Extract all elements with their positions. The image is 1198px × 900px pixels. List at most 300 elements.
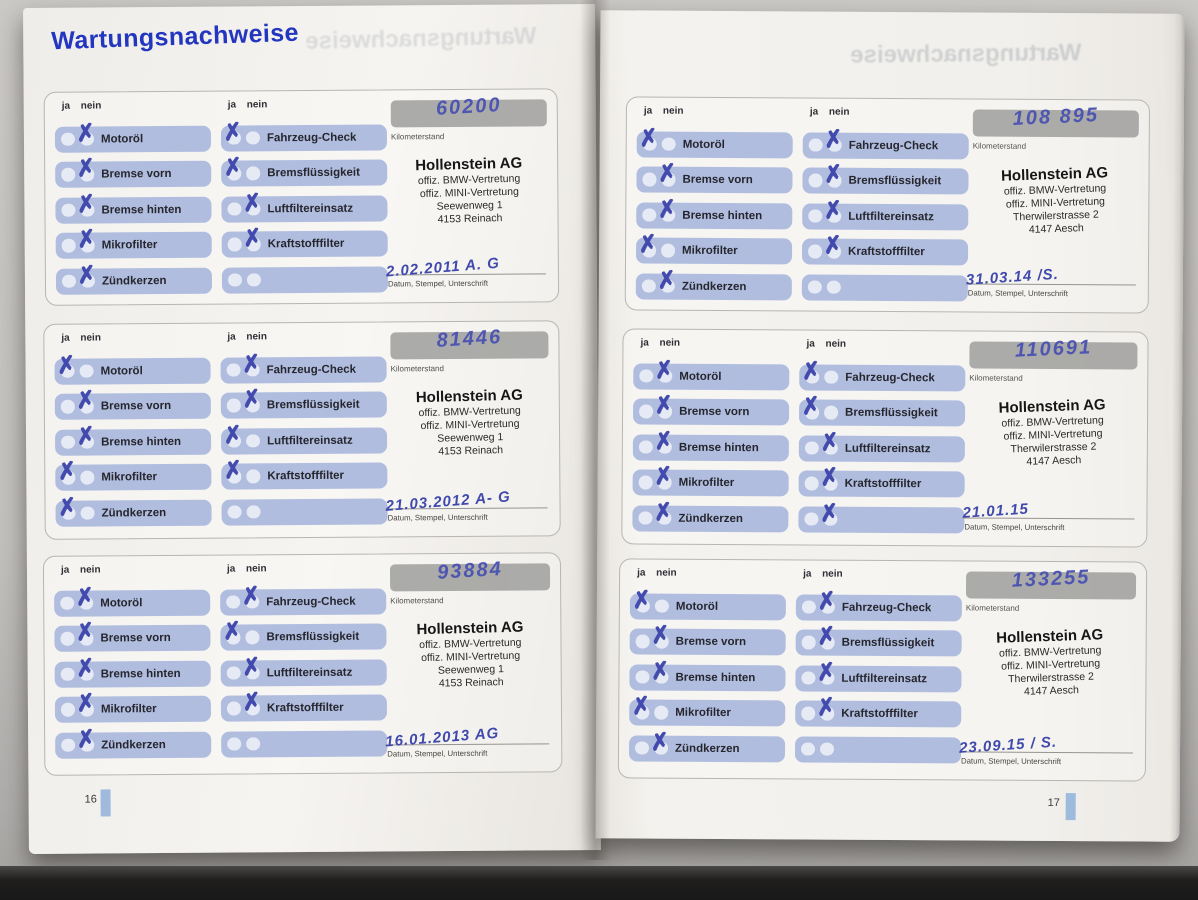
stamp-line: Hollenstein AG — [416, 618, 524, 639]
ja-nein-header — [637, 105, 793, 122]
stamp-line: Hollenstein AG — [998, 396, 1106, 417]
header-nein: nein — [662, 105, 684, 117]
ghost-showthrough-title: Wartungsnachweise — [304, 22, 537, 56]
signature-line[interactable] — [384, 719, 549, 751]
header-ja: ja — [227, 99, 237, 111]
handwritten-check-mark: ✗ — [55, 456, 79, 485]
signature-line[interactable] — [965, 259, 1136, 289]
checkbox-ja[interactable] — [61, 703, 75, 717]
checklist-left-column — [54, 332, 211, 529]
checkbox-ja[interactable] — [638, 511, 652, 525]
dealer-stamp — [964, 625, 1136, 700]
handwritten-check-mark: ✗ — [221, 455, 245, 484]
handwritten-check-mark: ✗ — [240, 187, 264, 217]
checkbox-nein[interactable] — [246, 434, 260, 448]
handwritten-check-mark: ✗ — [241, 223, 264, 252]
checkbox-nein[interactable] — [655, 599, 669, 613]
handwritten-check-mark: ✗ — [221, 116, 244, 146]
checkbox-ja[interactable] — [642, 208, 656, 222]
checklist-right-column — [798, 338, 965, 535]
checkbox-label: Bremsflüssigkeit — [266, 630, 360, 644]
checkbox-row — [629, 691, 785, 726]
checkbox-ja[interactable] — [639, 404, 653, 418]
signature-line[interactable] — [385, 249, 546, 281]
checkbox-ja[interactable] — [802, 600, 816, 614]
dealer-stamp — [390, 386, 550, 460]
handwritten-check-mark: ✗ — [649, 656, 672, 685]
stamp-area — [962, 336, 1137, 536]
stamp-line: 4147 Aesch — [1028, 222, 1084, 236]
checkbox-ja[interactable] — [804, 512, 818, 526]
checkbox-nein[interactable] — [247, 505, 261, 519]
handwritten-check-mark: ✗ — [75, 224, 98, 253]
checkbox-row — [629, 727, 785, 762]
checkbox-ja[interactable] — [227, 202, 241, 216]
header-nein: nein — [659, 337, 681, 349]
checkbox-row — [636, 265, 792, 300]
handwritten-check-mark: ✗ — [239, 580, 262, 610]
ja-nein-header — [54, 332, 210, 349]
header-nein: nein — [822, 568, 843, 580]
checkbox-label: Bremsflüssigkeit — [267, 166, 360, 180]
header-ja: ja — [803, 568, 812, 580]
handwritten-check-mark: ✗ — [239, 651, 263, 681]
stamp-area — [384, 557, 551, 762]
ja-nein-header — [630, 567, 786, 584]
checkbox-nein[interactable] — [81, 506, 95, 520]
stamp-line: Hollenstein AG — [995, 626, 1104, 647]
booklet-page-right — [595, 10, 1184, 842]
header-nein: nein — [80, 332, 101, 344]
checkbox-row — [55, 652, 211, 687]
checkbox-ja[interactable] — [60, 596, 74, 610]
checkbox-nein[interactable] — [80, 364, 94, 378]
checkbox-row — [55, 688, 211, 723]
checkbox-row — [630, 620, 786, 655]
service-record-panel — [618, 558, 1147, 781]
handwritten-date-signature: 2.02.2011 A. G — [385, 254, 501, 281]
checklist-right-column — [795, 568, 962, 769]
checkbox-label: Fahrzeug-Check — [266, 595, 356, 608]
checklist-left-column — [636, 105, 793, 300]
checkbox-nein[interactable] — [824, 406, 838, 420]
checkbox-label: Bremse vorn — [101, 167, 172, 181]
stamp-line: 4153 Reinach — [438, 444, 504, 458]
checkbox-row — [55, 385, 211, 420]
handwritten-date-signature: 31.03.14 /S. — [965, 265, 1060, 289]
checkbox-nein[interactable] — [246, 131, 260, 145]
checkbox-ja[interactable] — [61, 203, 75, 217]
kilometerstand-label: Kilometerstand — [390, 132, 445, 142]
handwritten-check-mark: ✗ — [637, 122, 660, 152]
checkbox-row — [633, 355, 789, 390]
kilometerstand-field[interactable] — [973, 104, 1139, 138]
signature-line[interactable] — [385, 483, 547, 515]
checkbox-label: Bremse hinten — [682, 209, 763, 222]
date-stamp-signature-label: Datum, Stempel, Unterschrift — [387, 748, 488, 759]
handwritten-date-signature: 16.01.2013 AG — [384, 724, 500, 751]
header-nein: nein — [246, 99, 268, 111]
checkbox-row — [799, 391, 965, 426]
handwritten-check-mark: ✗ — [630, 584, 653, 614]
checkbox-row — [795, 657, 961, 692]
signature-line[interactable] — [962, 493, 1134, 522]
kilometerstand-field[interactable] — [390, 325, 548, 359]
stamp-area — [958, 566, 1136, 770]
checkbox-row — [222, 266, 388, 293]
checklist-left-column — [629, 567, 786, 768]
kilometerstand-field[interactable] — [390, 557, 550, 591]
checkbox-row — [55, 723, 211, 758]
checkbox-row — [220, 616, 386, 650]
ja-nein-header — [799, 338, 965, 355]
header-nein: nein — [825, 338, 847, 350]
header-nein: nein — [79, 564, 101, 576]
checkbox-ja[interactable] — [639, 475, 653, 489]
checkbox-label: Kraftstofffilter — [844, 477, 922, 491]
stamp-line: Seewenweg 1 — [436, 199, 503, 213]
checkbox-label: Kraftstofffilter — [848, 245, 925, 259]
stamp-line: offiz. BMW-Vertretung — [1001, 414, 1104, 430]
checkbox-ja[interactable] — [802, 635, 816, 649]
checkbox-ja[interactable] — [801, 671, 815, 685]
checkbox-row — [55, 188, 211, 223]
checkbox-nein[interactable] — [827, 280, 841, 294]
stamp-line: offiz. MINI-Vertretung — [1000, 657, 1101, 673]
page-title: Wartungsnachweise — [50, 18, 300, 56]
stamp-line: 4153 Reinach — [438, 676, 504, 690]
handwritten-check-mark: ✗ — [240, 384, 263, 413]
kilometerstand-field[interactable] — [391, 93, 547, 127]
checkbox-row — [636, 158, 792, 193]
date-stamp-signature-label: Datum, Stempel, Unterschrift — [960, 756, 1062, 767]
checkbox-row — [56, 224, 212, 259]
checkbox-ja[interactable] — [61, 400, 75, 414]
checkbox-ja[interactable] — [228, 237, 242, 251]
checkbox-row — [630, 584, 786, 620]
checkbox-label: Motoröl — [100, 132, 144, 145]
checkbox-ja[interactable] — [226, 595, 240, 609]
checkbox-row — [795, 692, 961, 727]
checkbox-nein[interactable] — [662, 137, 676, 151]
checkbox-label: Zündkerzen — [101, 738, 166, 751]
stamp-line: offiz. MINI-Vertretung — [419, 185, 520, 201]
handwritten-check-mark: ✗ — [648, 727, 671, 756]
handwritten-check-mark: ✗ — [74, 723, 97, 753]
checkbox-label: Mikrofilter — [678, 476, 735, 490]
handwritten-check-mark: ✗ — [821, 230, 844, 259]
checkbox-row — [637, 122, 793, 158]
checkbox-label: Bremsflüssigkeit — [841, 636, 935, 650]
checkbox-label: Luftfiltereinsatz — [266, 666, 353, 679]
checkbox-row — [796, 586, 962, 621]
checkbox-ja[interactable] — [809, 138, 823, 152]
handwritten-check-mark: ✗ — [74, 385, 97, 414]
checkbox-nein[interactable] — [820, 742, 834, 756]
page-number-right: 17 — [1047, 796, 1060, 810]
checkbox-ja[interactable] — [227, 363, 241, 377]
page-tab-marker — [101, 789, 111, 816]
handwritten-check-mark: ✗ — [651, 497, 675, 526]
checkbox-row — [636, 229, 792, 264]
checkbox-ja[interactable] — [801, 742, 815, 756]
checkbox-row — [55, 153, 211, 188]
checkbox-row — [802, 230, 968, 265]
handwritten-check-mark: ✗ — [652, 390, 675, 419]
checkbox-row — [221, 455, 387, 489]
checkbox-label: Mikrofilter — [101, 471, 157, 484]
checkbox-row — [221, 384, 387, 418]
kilometerstand-field[interactable] — [969, 336, 1137, 369]
ja-nein-header — [220, 562, 386, 579]
handwritten-check-mark: ✗ — [655, 265, 678, 294]
dealer-stamp — [390, 618, 552, 692]
stamp-line: offiz. MINI-Vertretung — [1003, 427, 1103, 443]
checkbox-row — [796, 621, 962, 656]
kilometerstand-label: Kilometerstand — [969, 373, 1023, 383]
stamp-line: 4147 Aesch — [1023, 684, 1080, 698]
handwritten-check-mark: ✗ — [75, 259, 98, 289]
checkbox-ja[interactable] — [805, 441, 819, 455]
checkbox-row — [221, 730, 387, 757]
handwritten-check-mark: ✗ — [74, 420, 97, 450]
checkbox-ja[interactable] — [61, 435, 75, 449]
stamp-line: Therwilerstrasse 2 — [1007, 670, 1095, 686]
header-ja: ja — [806, 338, 815, 350]
stamp-line: Therwilerstrasse 2 — [1012, 208, 1099, 224]
checkbox-ja[interactable] — [227, 737, 241, 751]
checkbox-label: Mikrofilter — [101, 239, 158, 252]
handwritten-check-mark: ✗ — [73, 581, 96, 611]
handwritten-check-mark: ✗ — [814, 657, 838, 686]
dealer-stamp — [971, 163, 1139, 238]
checkbox-ja[interactable] — [62, 239, 76, 253]
checkbox-ja[interactable] — [61, 168, 75, 182]
stamp-line: 4153 Reinach — [437, 212, 503, 226]
checkbox-row — [54, 617, 210, 652]
handwritten-check-mark: ✗ — [822, 159, 845, 188]
checkbox-row — [795, 736, 961, 763]
handwritten-check-mark: ✗ — [799, 355, 823, 385]
handwritten-check-mark: ✗ — [652, 355, 676, 384]
stamp-line: Hollenstein AG — [1000, 164, 1109, 185]
checkbox-row — [221, 187, 387, 222]
checkbox-label: Motoröl — [679, 370, 722, 383]
page-tab-marker — [1066, 793, 1076, 820]
checkbox-label: Mikrofilter — [100, 703, 157, 716]
checkbox-label: Luftfiltereinsatz — [267, 202, 354, 215]
handwritten-check-mark: ✗ — [54, 350, 78, 379]
checkbox-nein[interactable] — [245, 630, 259, 644]
checkbox-row — [633, 461, 789, 496]
kilometerstand-label: Kilometerstand — [965, 603, 1020, 613]
signature-line[interactable] — [958, 727, 1133, 757]
header-ja: ja — [226, 563, 236, 575]
ja-nein-header — [54, 564, 210, 581]
checkbox-label: Zündkerzen — [674, 742, 740, 755]
checkbox-ja[interactable] — [227, 398, 241, 412]
header-ja: ja — [61, 332, 70, 344]
checkbox-row — [222, 223, 388, 257]
checkbox-ja[interactable] — [636, 634, 650, 648]
stamp-line: offiz. MINI-Vertretung — [1005, 195, 1106, 211]
checkbox-nein[interactable] — [246, 469, 260, 483]
checklist-right-column — [220, 330, 387, 527]
header-nein: nein — [656, 567, 677, 579]
checkbox-nein[interactable] — [247, 273, 261, 287]
checkbox-ja[interactable] — [805, 476, 819, 490]
handwritten-date-signature: 21.03.2012 A- G — [385, 488, 512, 515]
checkbox-ja[interactable] — [228, 505, 242, 519]
handwritten-check-mark: ✗ — [74, 153, 97, 182]
checkbox-ja[interactable] — [227, 702, 241, 716]
stamp-line: Hollenstein AG — [415, 386, 523, 407]
checkbox-label: Motoröl — [675, 600, 719, 613]
checkbox-nein[interactable] — [654, 706, 668, 720]
checkbox-row — [803, 124, 969, 159]
stamp-line: offiz. MINI-Vertretung — [420, 417, 520, 433]
checkbox-ja[interactable] — [61, 738, 75, 752]
checkbox-row — [54, 350, 211, 384]
checkbox-label: Luftfiltereinsatz — [844, 442, 931, 455]
checkbox-ja[interactable] — [228, 273, 242, 287]
checkbox-label: Fahrzeug-Check — [848, 139, 939, 152]
checkbox-label: Motoröl — [100, 364, 143, 377]
checkbox-row — [55, 117, 211, 152]
checkbox-row — [799, 462, 965, 497]
checkbox-label: Bremse hinten — [100, 667, 181, 680]
checkbox-ja[interactable] — [635, 670, 649, 684]
date-stamp-signature-label: Datum, Stempel, Unterschrift — [387, 512, 488, 523]
checkbox-label: Kraftstofffilter — [267, 469, 345, 483]
checkbox-nein[interactable] — [661, 244, 675, 258]
header-nein: nein — [80, 100, 102, 112]
stamp-line: Therwilerstrasse 2 — [1010, 440, 1097, 456]
checkbox-ja[interactable] — [808, 280, 822, 294]
handwritten-km-value: 93884 — [436, 557, 504, 584]
handwritten-check-mark: ✗ — [822, 124, 845, 153]
kilometerstand-label: Kilometerstand — [972, 141, 1027, 151]
checkbox-label: Motoröl — [100, 596, 143, 609]
header-ja: ja — [809, 106, 819, 118]
checklist-left-column — [632, 337, 789, 534]
ja-nein-header — [221, 98, 387, 115]
checklist-left-column — [55, 100, 212, 295]
checkbox-ja[interactable] — [61, 667, 75, 681]
handwritten-check-mark: ✗ — [629, 691, 652, 720]
checkbox-nein[interactable] — [246, 166, 260, 180]
handwritten-check-mark: ✗ — [656, 158, 679, 187]
ja-nein-header — [55, 100, 211, 117]
stamp-area — [385, 93, 548, 292]
handwritten-check-mark: ✗ — [220, 616, 244, 645]
checkbox-ja[interactable] — [639, 440, 653, 454]
checkbox-nein[interactable] — [246, 737, 260, 751]
checkbox-label: Kraftstofffilter — [267, 237, 345, 251]
checkbox-row — [221, 419, 387, 454]
checkbox-row — [632, 497, 788, 532]
handwritten-check-mark: ✗ — [74, 688, 97, 717]
checkbox-label: Kraftstofffilter — [841, 707, 918, 721]
handwritten-check-mark: ✗ — [649, 620, 672, 649]
handwritten-check-mark: ✗ — [74, 652, 97, 682]
stamp-line: 4147 Aesch — [1026, 454, 1082, 468]
checkbox-label: Luftfiltereinsatz — [848, 210, 934, 223]
checkbox-nein[interactable] — [80, 471, 94, 485]
kilometerstand-field[interactable] — [966, 566, 1136, 599]
checkbox-ja[interactable] — [61, 132, 75, 146]
handwritten-check-mark: ✗ — [652, 426, 675, 455]
ghost-showthrough-title: Wartungsnachweise — [850, 39, 1082, 69]
checkbox-label: Fahrzeug-Check — [266, 131, 357, 144]
service-record-panel — [44, 88, 559, 306]
checkbox-label: Motoröl — [682, 138, 725, 151]
checkbox-label: Luftfiltereinsatz — [841, 672, 928, 685]
checkbox-row — [55, 456, 211, 491]
handwritten-check-mark: ✗ — [636, 229, 659, 258]
stamp-line: Seewenweg 1 — [437, 663, 505, 677]
checkbox-label: Zündkerzen — [101, 506, 167, 519]
checkbox-label: Bremsflüssigkeit — [266, 398, 360, 412]
checkbox-label: Mikrofilter — [675, 706, 731, 720]
handwritten-check-mark: ✗ — [821, 195, 844, 224]
checkbox-row — [802, 195, 968, 230]
checkbox-label: Bremse hinten — [101, 435, 182, 448]
checkbox-row — [221, 651, 387, 686]
handwritten-check-mark: ✗ — [240, 687, 263, 716]
checkbox-ja[interactable] — [801, 706, 815, 720]
checkbox-nein[interactable] — [824, 370, 838, 384]
checkbox-ja[interactable] — [642, 279, 656, 293]
service-record-panel — [625, 96, 1150, 313]
checkbox-ja[interactable] — [639, 369, 653, 383]
table-shadow — [0, 866, 1198, 900]
handwritten-km-value: 108 895 — [1012, 104, 1100, 130]
checkbox-ja[interactable] — [62, 274, 76, 288]
handwritten-check-mark: ✗ — [652, 461, 675, 490]
checkbox-row — [798, 498, 964, 533]
checkbox-row — [629, 656, 785, 691]
checkbox-label: Fahrzeug-Check — [841, 601, 932, 614]
service-record-panel — [43, 552, 563, 776]
header-ja: ja — [643, 105, 653, 117]
stamp-line: offiz. BMW-Vertretung — [417, 172, 521, 188]
checkbox-ja[interactable] — [227, 666, 241, 680]
header-ja: ja — [60, 564, 70, 576]
stamp-line: offiz. BMW-Vertretung — [419, 636, 522, 652]
header-nein: nein — [246, 331, 267, 343]
checkbox-row — [221, 152, 387, 186]
checkbox-row — [802, 159, 968, 194]
checkbox-row — [221, 687, 387, 721]
checkbox-ja[interactable] — [808, 173, 822, 187]
checkbox-ja[interactable] — [642, 172, 656, 186]
checkbox-ja[interactable] — [808, 244, 822, 258]
handwritten-check-mark: ✗ — [73, 617, 97, 646]
stamp-line: offiz. BMW-Vertretung — [418, 404, 521, 420]
checkbox-row — [56, 259, 212, 294]
checkbox-ja[interactable] — [635, 741, 649, 755]
checkbox-ja[interactable] — [808, 209, 822, 223]
ja-nein-header — [633, 337, 789, 354]
checkbox-row — [221, 116, 387, 151]
checkbox-ja[interactable] — [60, 632, 74, 646]
checkbox-label: Zündkerzen — [678, 512, 744, 525]
checkbox-row — [221, 498, 387, 525]
date-stamp-signature-label: Datum, Stempel, Unterschrift — [967, 288, 1068, 299]
kilometerstand-label: Kilometerstand — [390, 596, 444, 606]
handwritten-check-mark: ✗ — [817, 498, 841, 527]
